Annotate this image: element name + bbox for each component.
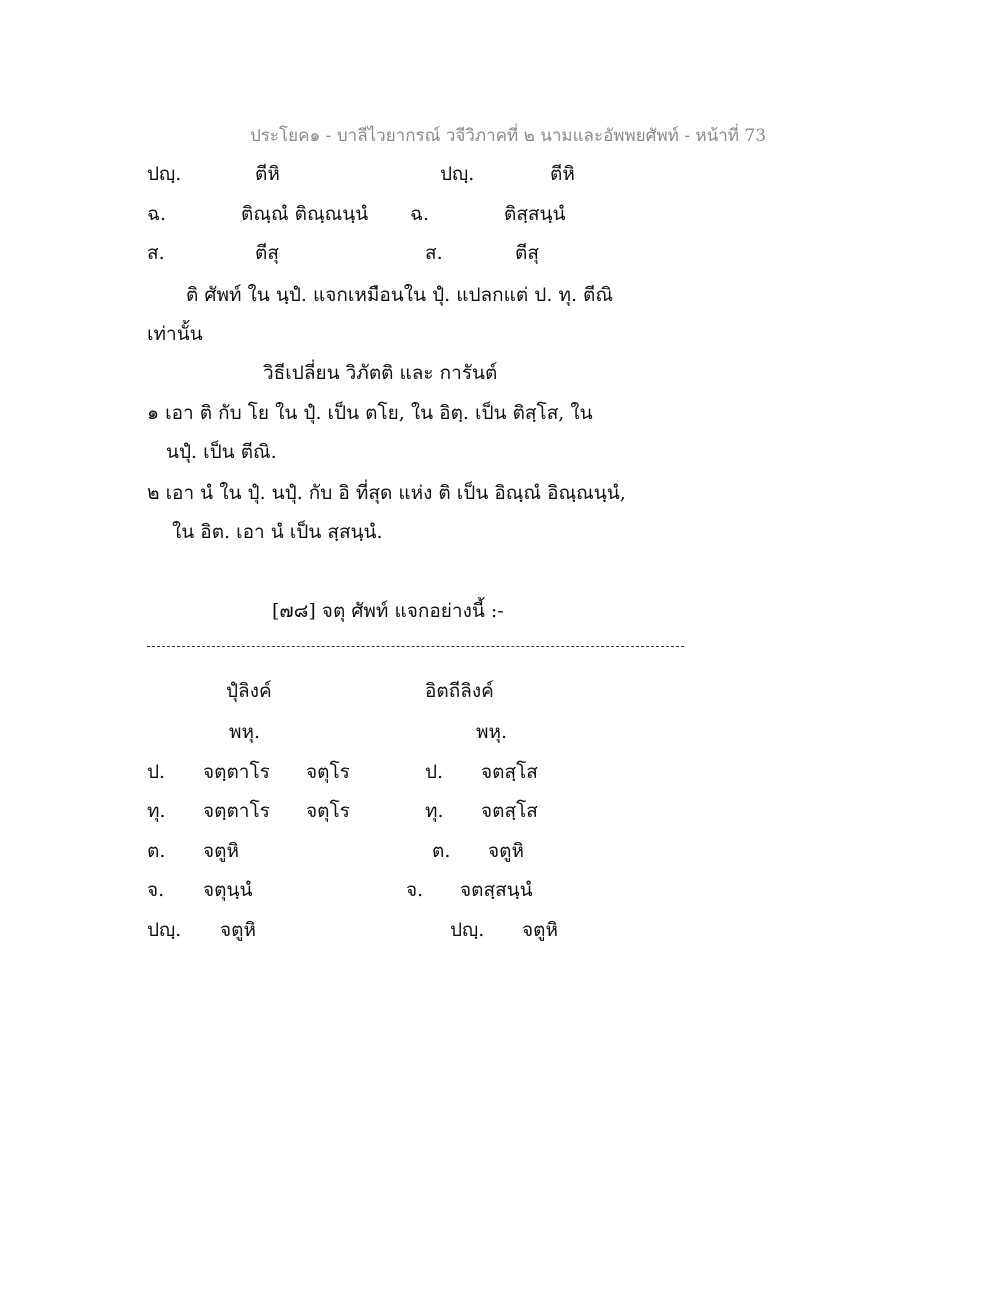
word-form: จตสฺสนฺนํ (460, 879, 533, 901)
word-form: จตสฺโส (481, 800, 538, 822)
page-header: ประโยค๑ - บาลีไวยากรณ์ วจีวิภาคที่ ๒ นามและอัพพยศัพท์ - หน้าที่ 73 (250, 126, 767, 146)
word-form: ติสฺสนฺนํ (504, 203, 566, 225)
case-label: ส. (425, 242, 443, 264)
case-label: ฉ. (410, 203, 429, 225)
word-form: จตูหิ (220, 919, 256, 941)
case-label: ป. (147, 761, 166, 783)
dashed-divider (147, 646, 684, 647)
case-label: จ. (147, 879, 165, 901)
case-label: ทุ. (425, 800, 444, 822)
word-form: จตสฺโส (481, 761, 538, 783)
rule-line: ๒ เอา นํ ใน ปุํ. นปุํ. กับ อิ ที่สุด แห่ง ติ เป็น อิณฺณํ อิณฺณนฺนํ, (147, 482, 626, 504)
case-label: ปญฺ. (147, 163, 182, 185)
rule-line: นปุํ. เป็น ตีณิ. (166, 441, 277, 463)
word-form: จตฺตาโร (203, 761, 270, 783)
number-heading: พหุ. (476, 721, 508, 743)
paragraph-line: เท่านั้น (147, 323, 203, 345)
word-form: จตูหิ (522, 919, 558, 941)
word-form: จตุโร (306, 761, 350, 783)
section-heading: วิธีเปลี่ยน วิภัตติ และ การันต์ (263, 362, 498, 384)
word-form: ตีหิ (255, 163, 280, 185)
case-label: ปญฺ. (147, 919, 182, 941)
word-form: ตีสุ (255, 242, 279, 264)
case-label: ต. (432, 840, 451, 862)
gender-heading: อิตถีลิงค์ (425, 680, 494, 702)
case-label: ปญฺ. (450, 919, 485, 941)
word-form: จตุโร (306, 800, 350, 822)
case-label: จ. (406, 879, 424, 901)
number-heading: พหุ. (229, 721, 261, 743)
word-form: จตูหิ (203, 840, 239, 862)
case-label: ปญฺ. (440, 163, 475, 185)
gender-heading: ปุํลิงค์ (226, 680, 272, 702)
case-label: ทุ. (147, 800, 166, 822)
case-label: ป. (425, 761, 444, 783)
rule-line: ๑ เอา ติ กับ โย ใน ปุํ. เป็น ตโย, ใน อิตฺ. เป็น ติสฺโส, ใน (147, 402, 593, 424)
section-title: [๗๘] จตุ ศัพท์ แจกอย่างนี้ :- (272, 600, 504, 622)
word-form: ตีสุ (515, 242, 539, 264)
case-label: ต. (147, 840, 166, 862)
rule-line: ใน อิต. เอา นํ เป็น สฺสนฺนํ. (172, 521, 383, 543)
word-form: ติณฺณํ ติณฺณนฺนํ (241, 203, 369, 225)
case-label: ฉ. (147, 203, 166, 225)
case-label: ส. (147, 242, 165, 264)
word-form: ตีหิ (550, 163, 575, 185)
paragraph-line: ติ ศัพท์ ใน นฺปํ. แจกเหมือนใน ปุํ. แปลกแต่ ป. ทุ. ตีณิ (186, 284, 614, 306)
word-form: จตุนฺนํ (203, 879, 253, 901)
word-form: จตฺตาโร (203, 800, 270, 822)
word-form: จตูหิ (488, 840, 524, 862)
